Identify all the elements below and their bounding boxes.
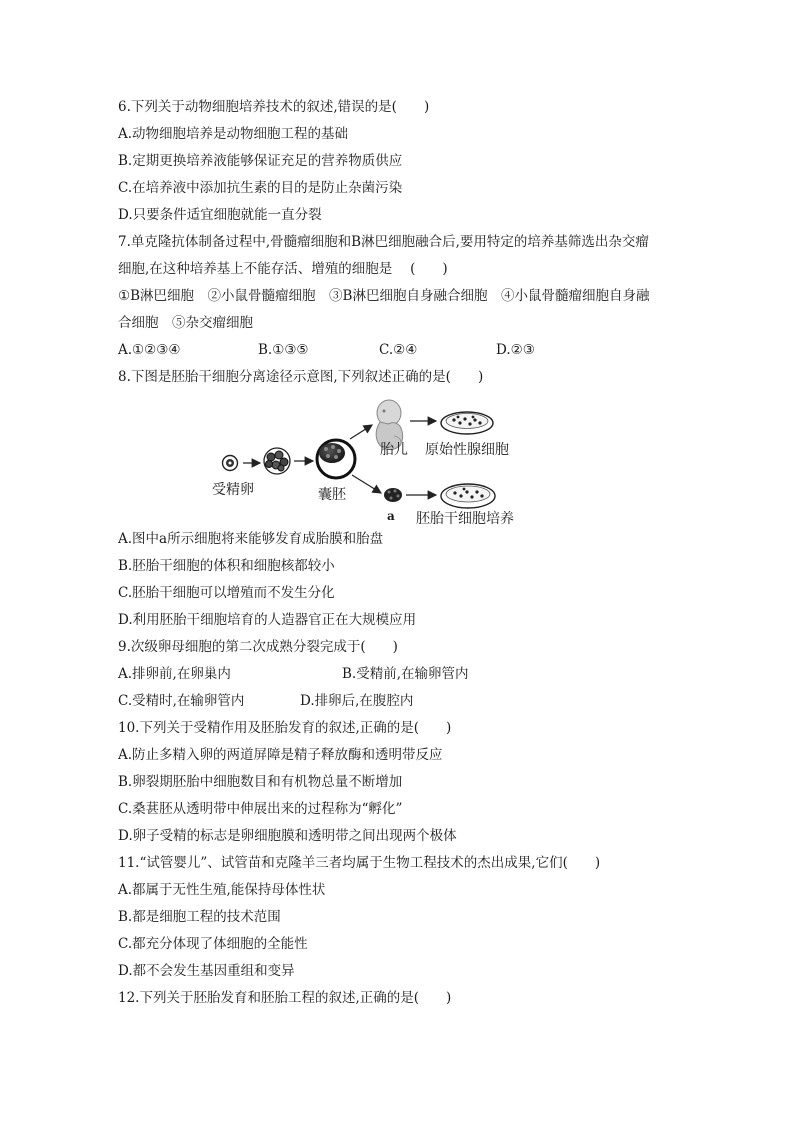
q11-option-c: C.都充分体现了体细胞的全能性: [118, 936, 308, 952]
exam-page: [118, 94, 658, 1012]
q10-option-d: D.卵子受精的标志是卵细胞膜和透明带之间出现两个极体: [118, 828, 457, 844]
q9-option-c: C.受精时,在输卵管内: [118, 693, 245, 709]
inner-cell-mass-icon: [384, 488, 402, 502]
q9-options-row2: [118, 688, 658, 715]
q9-option-a: A.排卵前,在卵巢内: [118, 666, 231, 682]
label-blastocyst: 囊胚: [318, 487, 346, 503]
label-fertilized-egg: 受精卵: [212, 482, 254, 498]
question-8-stem: 8.下图是胚胎干细胞分离途径示意图,下列叙述正确的是( ): [118, 369, 484, 385]
label-primordial-gonad-cells: 原始性腺细胞: [425, 442, 509, 458]
q11-option-a: A.都属于无性生殖,能保持母体性状: [118, 882, 326, 898]
embryonic-stem-cell-diagram: [118, 391, 658, 526]
label-es-cell-culture: 胚胎干细胞培养: [416, 511, 514, 527]
q7-option-a: A.①②③④: [118, 342, 181, 358]
q8-option-a: A.图中a所示细胞将来能够发育成胎膜和胎盘: [118, 531, 384, 547]
q6-option-d: D.只要条件适宜细胞就能一直分裂: [118, 207, 322, 223]
petri-dish-top-icon: [441, 412, 493, 434]
question-10-stem: 10.下列关于受精作用及胚胎发育的叙述,正确的是( ): [118, 720, 452, 736]
q9-option-b: B.受精前,在输卵管内: [342, 666, 469, 682]
q9-options-row1: [118, 661, 658, 688]
q10-option-c: C.桑葚胚从透明带中伸展出来的过程称为“孵化”: [118, 801, 403, 817]
question-12-stem: 12.下列关于胚胎发育和胚胎工程的叙述,正确的是( ): [118, 990, 452, 1006]
q8-option-b: B.胚胎干细胞的体积和细胞核都较小: [118, 558, 335, 574]
q9-option-d: D.排卵后,在腹腔内: [300, 693, 414, 709]
q10-option-b: B.卵裂期胚胎中细胞数目和有机物总量不断增加: [118, 774, 403, 790]
q7-option-c: C.②④: [379, 342, 418, 358]
q7-option-d: D.②③: [496, 342, 535, 358]
q11-option-b: B.都是细胞工程的技术范围: [118, 909, 281, 925]
arrow-blastocyst-to-a: [352, 475, 381, 493]
q7-option-b: B.①③⑤: [258, 342, 309, 358]
label-fetus: 胎儿: [380, 442, 408, 458]
fertilized-egg-icon: [223, 456, 238, 471]
q7-options: [118, 337, 658, 364]
question-7-stem-line2: 细胞,在这种培养基上不能存活、增殖的细胞是 ( ): [118, 261, 448, 277]
label-a: a: [387, 509, 395, 523]
q7-items-line2: 合细胞 ⑤杂交瘤细胞: [118, 315, 253, 331]
q6-option-a: A.动物细胞培养是动物细胞工程的基础: [118, 126, 349, 142]
question-9-stem: 9.次级卵母细胞的第二次成熟分裂完成于( ): [118, 639, 398, 655]
arrow-blastocyst-to-fetus: [350, 425, 372, 439]
q8-option-c: C.胚胎干细胞可以增殖而不发生分化: [118, 585, 335, 601]
question-6-stem: 6.下列关于动物细胞培养技术的叙述,错误的是( ): [118, 99, 430, 115]
q11-option-d: D.都不会发生基因重组和变异: [118, 963, 295, 979]
petri-dish-bottom-icon: [441, 484, 495, 508]
q7-items-line1: ①B淋巴细胞 ②小鼠骨髓瘤细胞 ③B淋巴细胞自身融合细胞 ④小鼠骨髓瘤细胞自身融: [118, 288, 650, 304]
q6-option-c: C.在培养液中添加抗生素的目的是防止杂菌污染: [118, 180, 403, 196]
q8-option-d: D.利用胚胎干细胞培育的人造器官正在大规模应用: [118, 612, 417, 628]
morula-icon: [264, 448, 290, 474]
q6-option-b: B.定期更换培养液能够保证充足的营养物质供应: [118, 153, 403, 169]
q10-option-a: A.防止多精入卵的两道屏障是精子释放酶和透明带反应: [118, 747, 443, 763]
blastocyst-icon: [317, 440, 355, 478]
question-11-stem: 11.“试管婴儿”、试管苗和克隆羊三者均属于生物工程技术的杰出成果,它们( ): [118, 855, 601, 871]
question-7-stem-line1: 7.单克隆抗体制备过程中,骨髓瘤细胞和B淋巴细胞融合后,要用特定的培养基筛选出杂交瘤: [118, 234, 649, 250]
